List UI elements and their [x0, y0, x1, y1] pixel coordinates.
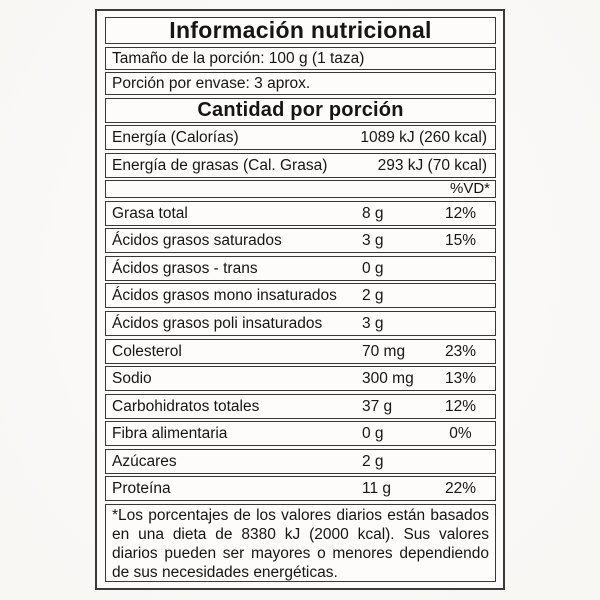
nutrient-dv: 12%	[444, 397, 477, 415]
amount-per-serving-heading: Cantidad por porción	[105, 98, 496, 123]
nutrient-name: Ácidos grasos mono insaturados	[112, 287, 337, 305]
nutrient-row-trans-fat	[105, 256, 496, 281]
serving-size-text: Tamaño de la porción: 100 g (1 taza)	[112, 49, 365, 67]
nutrient-row-sugars	[105, 449, 496, 474]
daily-value-header-row	[105, 180, 496, 198]
nutrient-amount: 11 g	[362, 480, 392, 498]
nutrient-name: Colesterol	[112, 342, 182, 360]
nutrient-amount: 3 g	[362, 232, 384, 250]
nutrient-dv: 22%	[444, 480, 477, 498]
nutrient-dv: 13%	[444, 370, 477, 388]
nutrient-dv: 23%	[444, 342, 477, 360]
nutrient-amount: 70 mg	[362, 342, 406, 360]
nutrient-row-total-carbohydrate	[105, 394, 496, 419]
nutrient-row-monounsaturated-fat	[105, 283, 496, 308]
nutrient-name: Ácidos grasos poli insaturados	[112, 314, 323, 332]
nutrient-amount: 37 g	[362, 397, 393, 415]
nutrient-name: Grasa total	[112, 204, 188, 222]
nutrient-row-polyunsaturated-fat	[105, 311, 496, 336]
nutrient-name: Sodio	[112, 370, 152, 388]
nutrient-amount: 300 mg	[362, 370, 414, 388]
nutrient-amount: 2 g	[362, 452, 384, 470]
nutrient-name: Ácidos grasos - trans	[112, 259, 258, 277]
label-title: Información nutricional	[105, 17, 496, 44]
energy-from-fat-row	[105, 153, 496, 178]
nutrient-row-sodium	[105, 366, 496, 391]
energy-label: Energía (Calorías)	[112, 129, 239, 147]
nutrient-name: Proteína	[112, 480, 171, 498]
energy-row	[105, 125, 496, 150]
nutrient-amount: 3 g	[362, 314, 384, 332]
nutrient-row-saturated-fat	[105, 228, 496, 253]
daily-value-header: %VD*	[449, 180, 490, 198]
energy-from-fat-value: 293 kJ (70 kcal)	[377, 156, 487, 174]
nutrient-name: Ácidos grasos saturados	[112, 232, 282, 250]
footnote-text: *Los porcentajes de los valores diarios están basados en una dieta de 8380 kJ (2000 kcal). Sus valores diarios pueden ser mayores o menores dependiendo de sus necesidades energéticas.	[112, 506, 489, 581]
nutrient-name: Fibra alimentaria	[112, 425, 228, 443]
nutrient-amount: 8 g	[362, 204, 384, 222]
nutrition-label	[95, 9, 505, 590]
nutrient-name: Carbohidratos totales	[112, 397, 260, 415]
energy-from-fat-label: Energía de grasas (Cal. Grasa)	[112, 156, 328, 174]
nutrient-row-cholesterol	[105, 339, 496, 364]
nutrient-row-dietary-fiber	[105, 421, 496, 446]
nutrient-amount: 0 g	[362, 425, 384, 443]
nutrient-amount: 0 g	[362, 259, 384, 277]
energy-value: 1089 kJ (260 kcal)	[360, 129, 487, 147]
daily-value-footnote	[105, 504, 496, 582]
nutrient-row-total-fat	[105, 201, 496, 226]
servings-per-container-text: Porción por envase: 3 aprox.	[112, 75, 311, 93]
nutrient-dv: 15%	[444, 232, 477, 250]
nutrient-dv: 0%	[449, 425, 472, 443]
nutrient-row-protein	[105, 476, 496, 501]
servings-per-container-row	[105, 72, 496, 95]
nutrient-amount: 2 g	[362, 287, 384, 305]
serving-size-row	[105, 47, 496, 70]
nutrient-name: Azúcares	[112, 452, 177, 470]
nutrient-dv: 12%	[444, 204, 477, 222]
